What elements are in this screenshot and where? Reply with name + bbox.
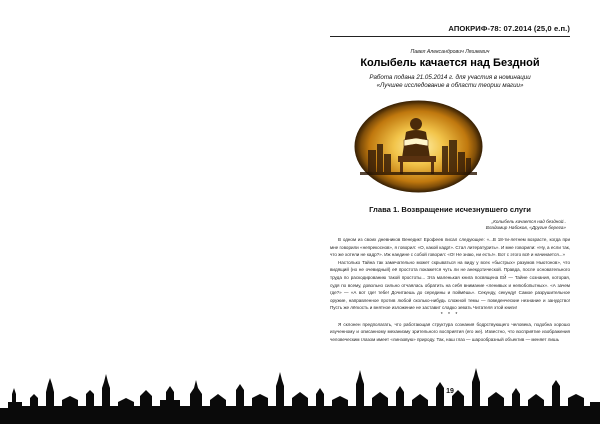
illustration-vignette xyxy=(355,101,483,193)
body-paragraph-3: Я склонен предполагать, что работающая структура сознания бодрствующего человека, подобна хорошо изученному и описанному механизму зрительного восприятия (его же). Известно, что восприятие изображения человеческим глазом имеет «линзовую» природу. Так, наш глаз — шарообразный объектив — меняет лишь xyxy=(330,321,570,342)
epigraph-quote: „Колыбель качается над бездной.. xyxy=(491,219,566,224)
header-rule xyxy=(330,36,570,37)
article-title: Колыбель качается над Бездной xyxy=(360,57,540,69)
subtitle-line-2: «Лучшее исследование в области теории магии» xyxy=(376,82,524,89)
body-paragraph-1: В одном из своих дневников Венедикт Ерофеев писал следующее: «...В 18-ти-летнем возрасте, когда при мне говорили «непрекоснов», я говорил: «О, какой кадр!». Стал литературить». И мне говорили: «Ну, а если так, что же хотели не кадр?». Иж наедине с собой говорил: «О! Не знаю, ни есть!». Вот с этого всё и начинается...» xyxy=(330,237,570,258)
article-author: Павел Александрович Ляшкевич xyxy=(410,49,490,55)
epigraph xyxy=(330,219,566,232)
library-scene-illustration xyxy=(354,100,483,193)
section-break-stars: * * * xyxy=(440,312,460,319)
body-paragraph-2: Настолько Тайна так замечательно может скрываться на виду у всех «быстрых» разумов Ньютонов», что видящий (но не очевидный) её простота покажется чуть ли не анекдотической. Правда, после основательного труда по раскодированию такой простоты... Эта маленькая книга посвящена ЕЙ — Тайне сознания, которая, судя по всему, довольно сильно отчаялась обратить на себя внимание «ленивых и нелюбопытных». «А зачем где?» — «А вот где! тебе! Дочитаешь до середины и поймёшь». Секунду, секунду! Самое разрушительное оружие, направленное против любой сколько-нибудь сложной темы — поведенческие незнание и занудство! Пусть же лёгкость и внятное изложение не заставит сладко зевать Читателя этой книги! xyxy=(330,259,570,311)
article-subtitle xyxy=(330,74,570,90)
subtitle-line-1: Работа подана 21.05.2014 г. для участия в номинации xyxy=(369,74,531,81)
epigraph-source: Владимир Набоков, «Другие берега» xyxy=(485,225,566,231)
city-skyline-silhouette-icon xyxy=(0,364,600,424)
running-header: АПОКРИФ-78: 07.2014 (25,0 е.п.) xyxy=(448,24,570,33)
chapter-title: Глава 1. Возвращение исчезнувшего слуги xyxy=(369,205,531,214)
body-text xyxy=(330,236,570,343)
page-number: 19 xyxy=(446,388,454,395)
